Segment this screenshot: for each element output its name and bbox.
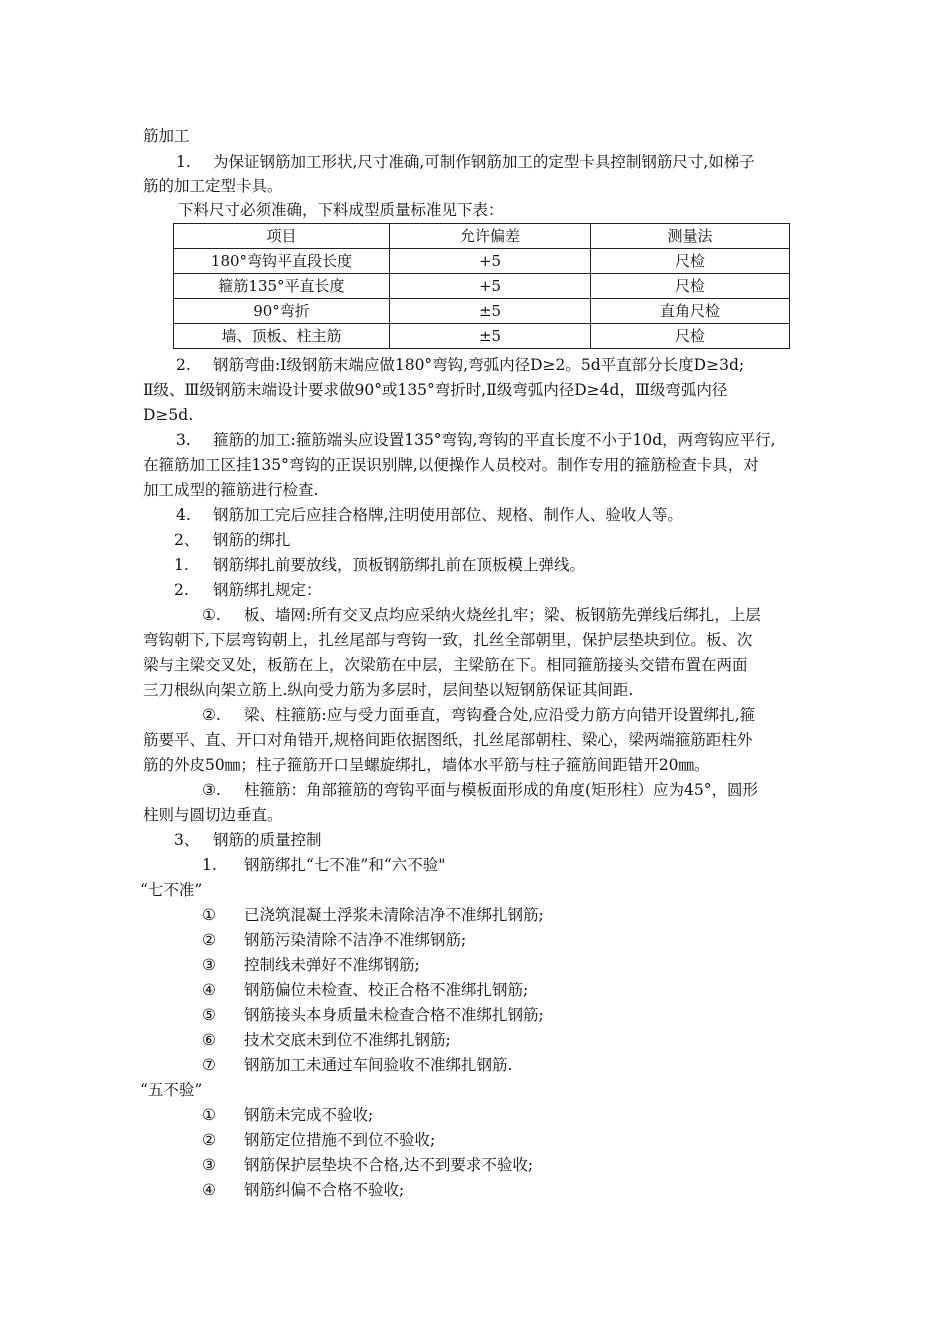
table-cell: 墙、顶板、柱主筋 xyxy=(174,324,390,349)
section-2-number: 2、 xyxy=(174,531,200,549)
section-3-title: 钢筋的质量控制 xyxy=(213,831,322,849)
r1-line2: 弯钩朝下,下层弯钩朝上，扎丝尾部与弯钩一致，扎丝全部朝里，保护层垫块到位。板、次 xyxy=(143,631,753,649)
list-item xyxy=(143,1103,811,1128)
r2-line1 xyxy=(143,703,811,728)
list-item-marker: ⑥ xyxy=(202,1031,216,1049)
table-cell: 箍筋135°平直长度 xyxy=(174,274,390,299)
r2-number: ②. xyxy=(202,706,221,724)
list-item xyxy=(143,928,811,953)
r1-line4: 三刀根纵向架立筋上.纵向受力筋为多层时，层间垫以短钢筋保证其间距. xyxy=(143,681,634,699)
list-item-marker: ⑤ xyxy=(202,1006,216,1024)
p3-text-1: 箍筋的加工:箍筋端头应设置135°弯钩,弯钩的平直长度不小于10d，两弯钩应平行, xyxy=(213,431,776,449)
r3-text-1: 柱箍筋：角部箍筋的弯钩平面与模板面形成的角度(矩形柱）应为45°，圆形 xyxy=(244,781,759,799)
table-cell: +5 xyxy=(390,249,591,274)
list-item xyxy=(143,1153,811,1178)
s3-item1-number: 1. xyxy=(202,856,217,874)
p4-line xyxy=(143,503,811,528)
five-heading: “五不验” xyxy=(140,1081,203,1099)
list-item xyxy=(143,978,811,1003)
r3-number: ③. xyxy=(202,781,221,799)
r3-line1 xyxy=(143,778,811,803)
s2-item2 xyxy=(143,578,811,603)
p3-line1 xyxy=(143,428,811,453)
list-item-marker: ② xyxy=(202,931,216,949)
s2-item2-text: 钢筋绑扎规定： xyxy=(213,581,322,599)
list-item-marker: ④ xyxy=(202,1181,216,1199)
seven-heading: “七不准” xyxy=(140,881,203,899)
list-item xyxy=(143,1028,811,1053)
r1-line3: 梁与主梁交叉处，板筋在上，次梁筋在中层，主梁筋在下。相同箍筋接头交错布置在两面 xyxy=(143,656,748,674)
s2-item1 xyxy=(143,553,811,578)
table-row xyxy=(174,274,790,299)
r3-line2: 柱则与圆切边垂直。 xyxy=(143,806,283,824)
table-row xyxy=(174,249,790,274)
table-header-row xyxy=(174,224,790,249)
list-item-marker: ⑦ xyxy=(202,1056,216,1074)
list-item-marker: ③ xyxy=(202,956,216,974)
p4-text: 钢筋加工完后应挂合格牌,注明使用部位、规格、制作人、验收人等。 xyxy=(213,506,683,524)
s2-item1-number: 1. xyxy=(174,556,189,574)
section-3-number: 3、 xyxy=(174,831,200,849)
list-item-text: 钢筋保护层垫块不合格,达不到要求不验收; xyxy=(244,1156,534,1174)
quality-standard-table xyxy=(173,223,790,349)
list-item-text: 已浇筑混凝土浮浆未清除洁净不准绑扎钢筋; xyxy=(244,906,544,924)
table-cell: 尺检 xyxy=(591,249,790,274)
table-cell: 尺检 xyxy=(591,324,790,349)
section-2-heading xyxy=(143,528,811,553)
list-item-marker: ③ xyxy=(202,1156,216,1174)
r2-text-1: 梁、柱箍筋:应与受力面垂直，弯钩叠合处,应沿受力筋方向错开设置绑扎,箍 xyxy=(244,706,756,724)
list-item-marker: ① xyxy=(202,906,216,924)
p1-text-1: 为保证钢筋加工形状,尺寸准确,可制作钢筋加工的定型卡具控制钢筋尺寸,如梯子 xyxy=(213,153,755,171)
p1-line2: 筋的加工定型卡具。 xyxy=(143,177,283,195)
p3-line2: 在箍筋加工区挂135°弯钩的正误识别牌,以便操作人员校对。制作专用的箍筋检查卡具，对 xyxy=(143,456,759,474)
list-item-text: 钢筋定位措施不到位不验收; xyxy=(244,1131,436,1149)
p1-number: 1. xyxy=(176,153,191,171)
list-item-text: 控制线未弹好不准绑钢筋; xyxy=(244,956,420,974)
r1-line1 xyxy=(143,603,811,628)
list-item-text: 钢筋加工未通过车间验收不准绑扎钢筋. xyxy=(244,1056,513,1074)
p2-line2: Ⅱ级、Ⅲ级钢筋末端设计要求做90°或135°弯折时,Ⅱ级弯弧内径D≥4d，Ⅲ级弯弧内径 xyxy=(143,381,728,399)
list-item-marker: ② xyxy=(202,1131,216,1149)
list-item-marker: ④ xyxy=(202,981,216,999)
s2-item2-number: 2. xyxy=(174,581,189,599)
section-3-heading xyxy=(143,828,811,853)
r1-number: ①. xyxy=(202,606,221,624)
p4-number: 4. xyxy=(176,506,191,524)
list-item xyxy=(143,1128,811,1153)
list-item-text: 钢筋纠偏不合格不验收; xyxy=(244,1181,405,1199)
table-intro: 下料尺寸必须准确，下料成型质量标准见下表： xyxy=(178,201,504,219)
table-cell: 90°弯折 xyxy=(174,299,390,324)
list-item xyxy=(143,903,811,928)
list-item xyxy=(143,1003,811,1028)
list-item-text: 技术交底未到位不准绑扎钢筋; xyxy=(244,1031,451,1049)
table-header-cell: 测量法 xyxy=(591,224,790,249)
table-header-cell: 项目 xyxy=(174,224,390,249)
p1-line1 xyxy=(143,150,811,175)
list-item xyxy=(143,953,811,978)
table-header-cell: 允许偏差 xyxy=(390,224,591,249)
list-item-text: 钢筋未完成不验收; xyxy=(244,1106,374,1124)
s3-item1-text: 钢筋绑扎“七不准”和“六不验" xyxy=(244,856,446,874)
list-item-text: 钢筋偏位未检查、校正合格不准绑扎钢筋; xyxy=(244,981,529,999)
list-item-marker: ① xyxy=(202,1106,216,1124)
s2-item1-text: 钢筋绑扎前要放线，顶板钢筋绑扎前在顶板模上弹线。 xyxy=(213,556,586,574)
table-cell: ±5 xyxy=(390,299,591,324)
r1-text-1: 板、墙网:所有交叉点均应采纳火烧丝扎牢；梁、板钢筋先弹线后绑扎，上层 xyxy=(244,606,761,624)
table-row xyxy=(174,299,790,324)
table-row xyxy=(174,324,790,349)
p3-line3: 加工成型的箍筋进行检查. xyxy=(143,481,319,499)
r2-line3: 筋的外皮50㎜；柱子箍筋开口呈螺旋绑扎，墙体水平筋与柱子箍筋间距错开20㎜。 xyxy=(143,756,710,774)
p2-line1 xyxy=(143,353,811,378)
r2-line2: 筋要平、直、开口对角错开,规格间距依据图纸，扎丝尾部朝柱、梁心，梁两端箍筋距柱外 xyxy=(143,731,753,749)
p2-number: 2. xyxy=(176,356,191,374)
list-item-text: 钢筋污染清除不洁净不准绑钢筋; xyxy=(244,931,467,949)
p2-line3: D≥5d. xyxy=(143,406,194,424)
table-cell: 直角尺检 xyxy=(591,299,790,324)
table-cell: 尺检 xyxy=(591,274,790,299)
s3-item1 xyxy=(143,853,811,878)
list-item xyxy=(143,1178,811,1203)
table-cell: 180°弯钩平直段长度 xyxy=(174,249,390,274)
p2-text-1: 钢筋弯曲:I级钢筋末端应做180°弯钩,弯弧内径D≥2。5d平直部分长度D≥3d; xyxy=(213,356,745,374)
p3-number: 3. xyxy=(176,431,191,449)
table-cell: ±5 xyxy=(390,324,591,349)
table-cell: +5 xyxy=(390,274,591,299)
section-title: 筋加工 xyxy=(143,127,190,145)
section-2-title: 钢筋的绑扎 xyxy=(213,531,291,549)
list-item-text: 钢筋接头本身质量未检查合格不准绑扎钢筋; xyxy=(244,1006,544,1024)
list-item xyxy=(143,1053,811,1078)
